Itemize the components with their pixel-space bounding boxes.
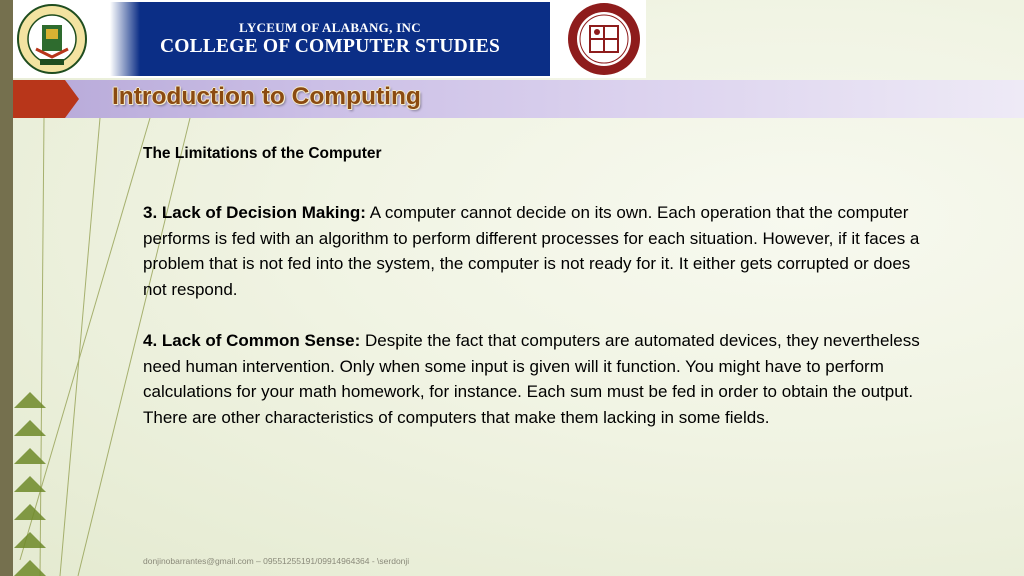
point-4-text: Despite the fact that computers are automated devices, they nevertheless need human intervention. Only when some input is given will it function. You might have to perform calculations for your math homework, for instance. Each sum must be fed in order to obtain the output. There are other characteristics of computers that make them lacking in some fields.	[143, 331, 920, 427]
footer-contact: donjinobarrantes@gmail.com – 09551255191/09914964364 - \serdonji	[143, 556, 410, 566]
point-4-heading: 4. Lack of Common Sense:	[143, 331, 361, 350]
point-4-paragraph	[143, 328, 933, 430]
institution-banner	[110, 2, 550, 76]
title-arrow-icon	[13, 80, 79, 118]
lyceum-seal-logo	[16, 3, 88, 75]
point-3-heading: 3. Lack of Decision Making:	[143, 203, 366, 222]
slide-title: Introduction to Computing	[112, 83, 421, 110]
college-seal-logo	[564, 1, 644, 77]
subheading: The Limitations of the Computer	[143, 145, 382, 162]
slide-content	[143, 144, 933, 430]
point-3-paragraph	[143, 200, 933, 302]
college-name: COLLEGE OF COMPUTER STUDIES	[159, 36, 501, 57]
institution-name: LYCEUM OF ALABANG, INC	[239, 20, 421, 35]
point-3-text: A computer cannot decide on its own. Each operation that the computer performs is fed with an algorithm to perform different processes for each situation. However, if it faces a problem that is not fed into the system, the computer is not ready for it. It either gets corrupted or does not respond.	[143, 203, 920, 299]
header-banner	[13, 0, 646, 78]
left-edge-strip	[0, 0, 13, 576]
